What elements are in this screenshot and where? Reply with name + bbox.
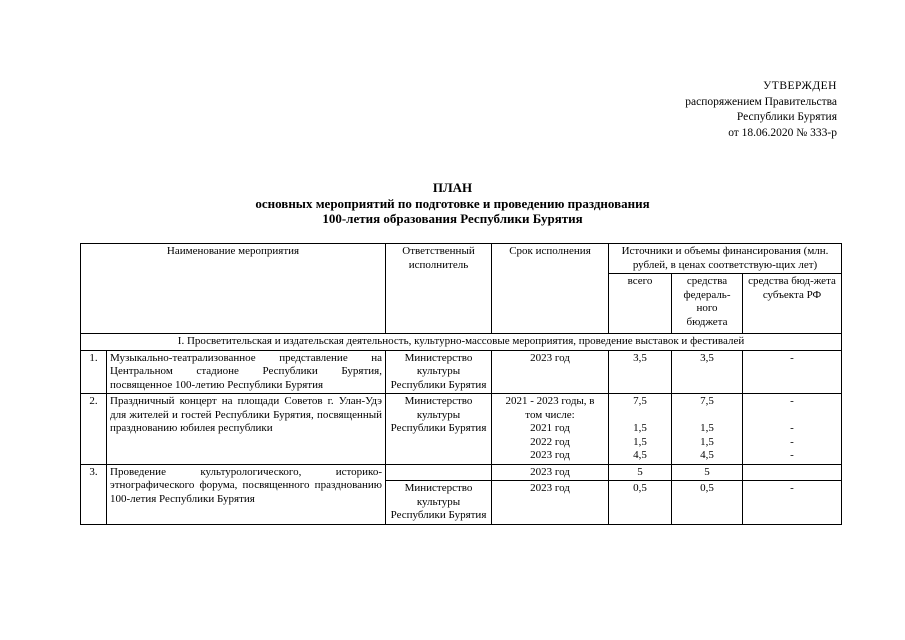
approval-line: Республики Бурятия	[736, 111, 837, 123]
total-value	[612, 409, 668, 423]
regional-value: -	[790, 422, 794, 434]
row-federal	[672, 394, 743, 465]
table-row	[81, 464, 842, 481]
title-line: 100-летия образования Республики Бурятия	[322, 211, 583, 226]
header-funding: Источники и объемы финансирования (млн. рублей, в ценах соответствую-щих лет)	[609, 244, 842, 274]
table-header-row	[81, 244, 842, 274]
row-number: 1.	[81, 350, 107, 394]
total-value: 1,5	[633, 422, 647, 434]
total-value: 1,5	[633, 435, 647, 448]
row-name: Музыкально-театрализованное представление на Центральном стадионе Республики Бурятия, посвященное 100-летию Республики Бурятия	[107, 350, 386, 394]
row-federal: 3,5	[672, 350, 743, 394]
total-value: 7,5	[633, 395, 647, 407]
row-responsible: Министерство культуры Республики Бурятия	[386, 481, 492, 525]
federal-value: 7,5	[700, 395, 714, 407]
section-row	[81, 334, 842, 351]
row-deadline: 2023 год	[492, 464, 609, 481]
row-deadline: 2023 год	[492, 350, 609, 394]
deadline-line: 2021 год	[530, 422, 570, 434]
regional-value: -	[790, 395, 794, 407]
approval-line: распоряжением Правительства	[685, 95, 837, 108]
federal-value	[675, 409, 739, 423]
header-deadline: Срок исполнения	[492, 244, 609, 334]
row-federal: 5	[672, 464, 743, 481]
row-regional: -	[743, 481, 842, 525]
table-row	[81, 394, 842, 465]
row-name: Праздничный концерт на площади Советов г. Улан-Удэ для жителей и гостей Республики Бурятия, посвященный празднованию юбилея республики	[107, 394, 386, 465]
deadline-line: 2023 год	[530, 449, 570, 461]
row-regional	[743, 394, 842, 465]
regional-value: -	[790, 449, 794, 461]
federal-value: 1,5	[700, 435, 714, 448]
row-federal: 0,5	[672, 481, 743, 525]
document-title	[0, 180, 905, 227]
table-row	[81, 350, 842, 394]
row-total: 5	[609, 464, 672, 481]
approval-stamp	[685, 79, 837, 141]
row-responsible: Министерство культуры Республики Бурятия	[386, 350, 492, 394]
section-title: I. Просветительская и издательская деятельность, культурно-массовые мероприятия, проведение выставок и фестивалей	[81, 334, 842, 351]
regional-value	[746, 409, 838, 423]
approval-heading: УТВЕРЖДЕН	[763, 80, 837, 92]
federal-value: 1,5	[700, 422, 714, 434]
deadline-line: 2021 - 2023 годы, в	[505, 395, 595, 407]
header-name: Наименование мероприятия	[81, 244, 386, 334]
row-number: 3.	[81, 464, 107, 524]
approval-date: от 18.06.2020 № 333-р	[728, 126, 837, 139]
plan-table	[80, 243, 842, 525]
header-federal: средства федераль-ного бюджета	[672, 274, 743, 334]
row-total	[609, 394, 672, 465]
federal-value: 4,5	[700, 449, 714, 461]
header-total: всего	[609, 274, 672, 334]
row-regional	[743, 464, 842, 481]
row-regional: -	[743, 350, 842, 394]
title-line: основных мероприятий по подготовке и проведению празднования	[255, 195, 650, 211]
header-responsible: Ответственный исполнитель	[386, 244, 492, 334]
total-value: 4,5	[633, 449, 647, 461]
deadline-line: том числе:	[525, 408, 575, 421]
title-line: ПЛАН	[432, 180, 473, 195]
row-total: 3,5	[609, 350, 672, 394]
row-deadline	[492, 394, 609, 465]
regional-value: -	[790, 435, 794, 448]
row-name: Проведение культурологического, историко-этнографического форума, посвященного празднованию 100-летия Республики Бурятия	[107, 464, 386, 524]
header-regional: средства бюд-жета субъекта РФ	[743, 274, 842, 334]
row-deadline: 2023 год	[492, 481, 609, 525]
row-responsible	[386, 464, 492, 481]
row-responsible: Министерство культуры Республики Бурятия	[386, 394, 492, 465]
row-total: 0,5	[609, 481, 672, 525]
row-number: 2.	[81, 394, 107, 465]
deadline-line: 2022 год	[530, 435, 570, 448]
